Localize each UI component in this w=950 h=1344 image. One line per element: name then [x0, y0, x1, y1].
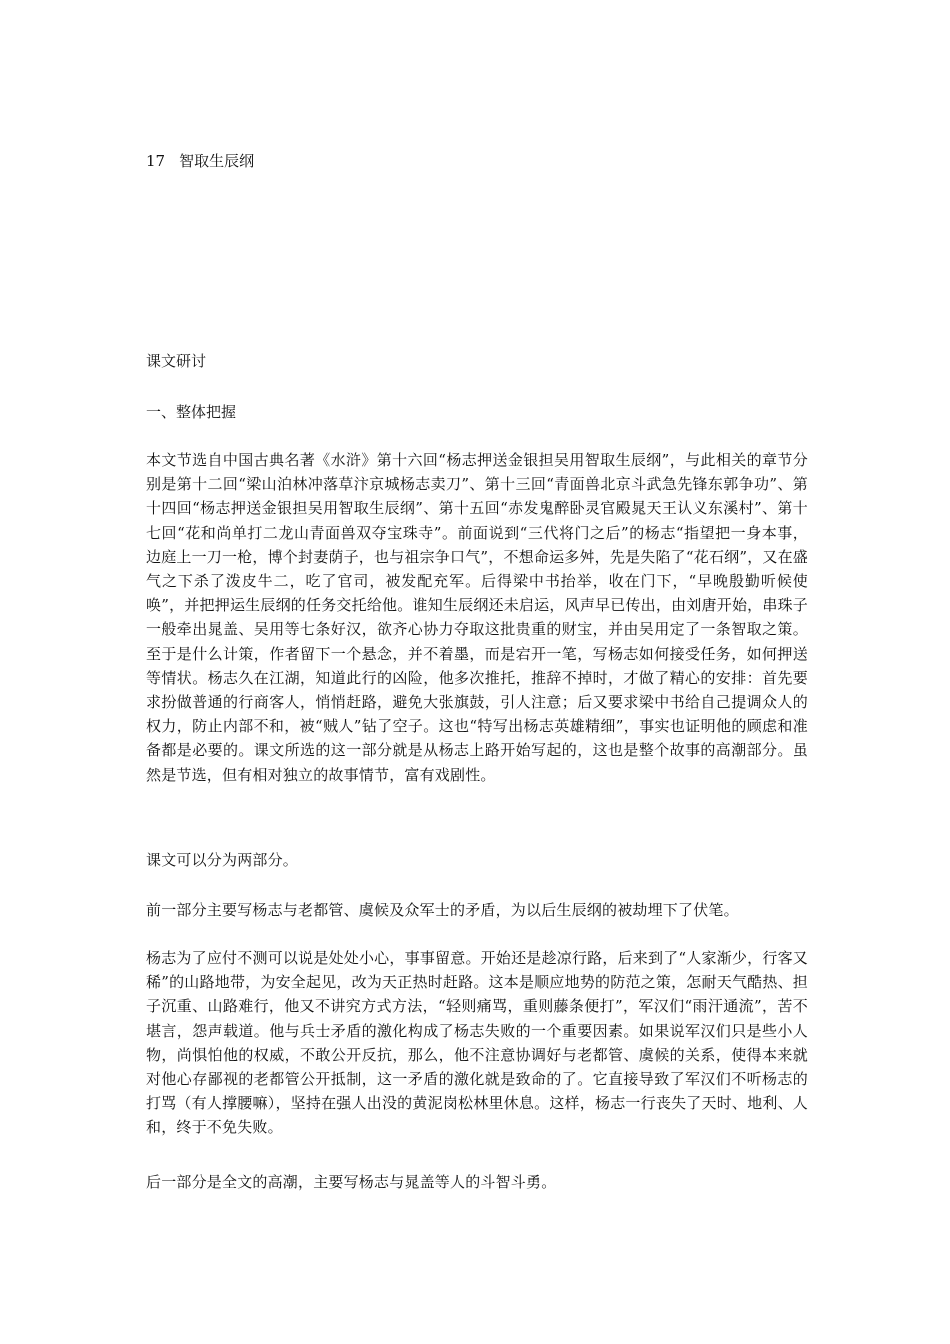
section-heading: 课文研讨: [146, 352, 207, 370]
paragraph-structure: 课文可以分为两部分。: [146, 851, 299, 869]
paragraph-part-two-summary: 后一部分是全文的高潮，主要写杨志与晁盖等人的斗智斗勇。: [146, 1173, 557, 1191]
chapter-title: [146, 150, 254, 172]
chapter-number: 17: [146, 152, 166, 170]
paragraph-part-one-summary: 前一部分主要写杨志与老都管、虞候及众军士的矛盾，为以后生辰纲的被劫埋下了伏笔。: [146, 901, 739, 919]
paragraph-part-one-analysis: 杨志为了应付不测可以说是处处小心，事事留意。开始还是趁凉行路，后来到了“人家渐少，行客又稀”的山路地带，为安全起见，改为天正热时赶路。这本是顺应地势的防范之策，怎耐天气酷热、担子沉重、山路难行，他又不讲究方式方法，“轻则痛骂，重则藤条便打”，军汉们“雨汗通流”，苦不堪言，怨声载道。他与兵士矛盾的激化构成了杨志失败的一个重要因素。如果说军汉们只是些小人物，尚惧怕他的权威，不敢公开反抗，那么，他不注意协调好与老都管、虞候的关系，使得本来就对他心存鄙视的老都管公开抵制，这一矛盾的激化就是致命的了。它直接导致了军汉们不听杨志的打骂（有人撑腰嘛），坚持在强人出没的黄泥岗松林里休息。这样，杨志一行丧失了天时、地利、人和，终于不免失败。: [146, 949, 808, 1137]
chapter-title-text: 智取生辰纲: [179, 152, 255, 170]
paragraph-intro: 本文节选自中国古典名著《水浒》第十六回“杨志押送金银担吴用智取生辰纲”，与此相关的章节分别是第十二回“梁山泊林冲落草汴京城杨志卖刀”、第十三回“青面兽北京斗武急先锋东郭争功”、第十四回“杨志押送金银担吴用智取生辰纲”、第十五回“赤发鬼醉卧灵官殿晁天王认义东溪村”、第十七回“花和尚单打二龙山青面兽双夺宝珠寺”。前面说到“三代将门之后”的杨志“指望把一身本事，边庭上一刀一枪，博个封妻荫子，也与祖宗争口气”，不想命运多舛，先是失陷了“花石纲”，又在盛气之下杀了泼皮牛二，吃了官司，被发配充军。后得梁中书抬举，收在门下，“早晚殷勤听候使唤”，并把押运生辰纲的任务交托给他。谁知生辰纲还未启运，风声早已传出，由刘唐开始，串珠子一般牵出晁盖、吴用等七条好汉，欲齐心协力夺取这批贵重的财宝，并由吴用定了一条智取之策。至于是什么计策，作者留下一个悬念，并不着墨，而是宕开一笔，写杨志如何接受任务，如何押送等情状。杨志久在江湖，知道此行的凶险，他多次推托，推辞不掉时，才做了精心的安排：首先要求扮做普通的行商客人，悄悄赶路，避免大张旗鼓，引人注意；后又要求梁中书给自己提调众人的权力，防止内部不和，被“贼人”钻了空子。这也“特写出杨志英雄精细”，事实也证明他的顾虑和准备都是必要的。课文所选的这一部分就是从杨志上路开始写起的，这也是整个故事的高潮部分。虽然是节选，但有相对独立的故事情节，富有戏剧性。: [146, 451, 809, 784]
subsection-heading: 一、整体把握: [146, 403, 237, 421]
